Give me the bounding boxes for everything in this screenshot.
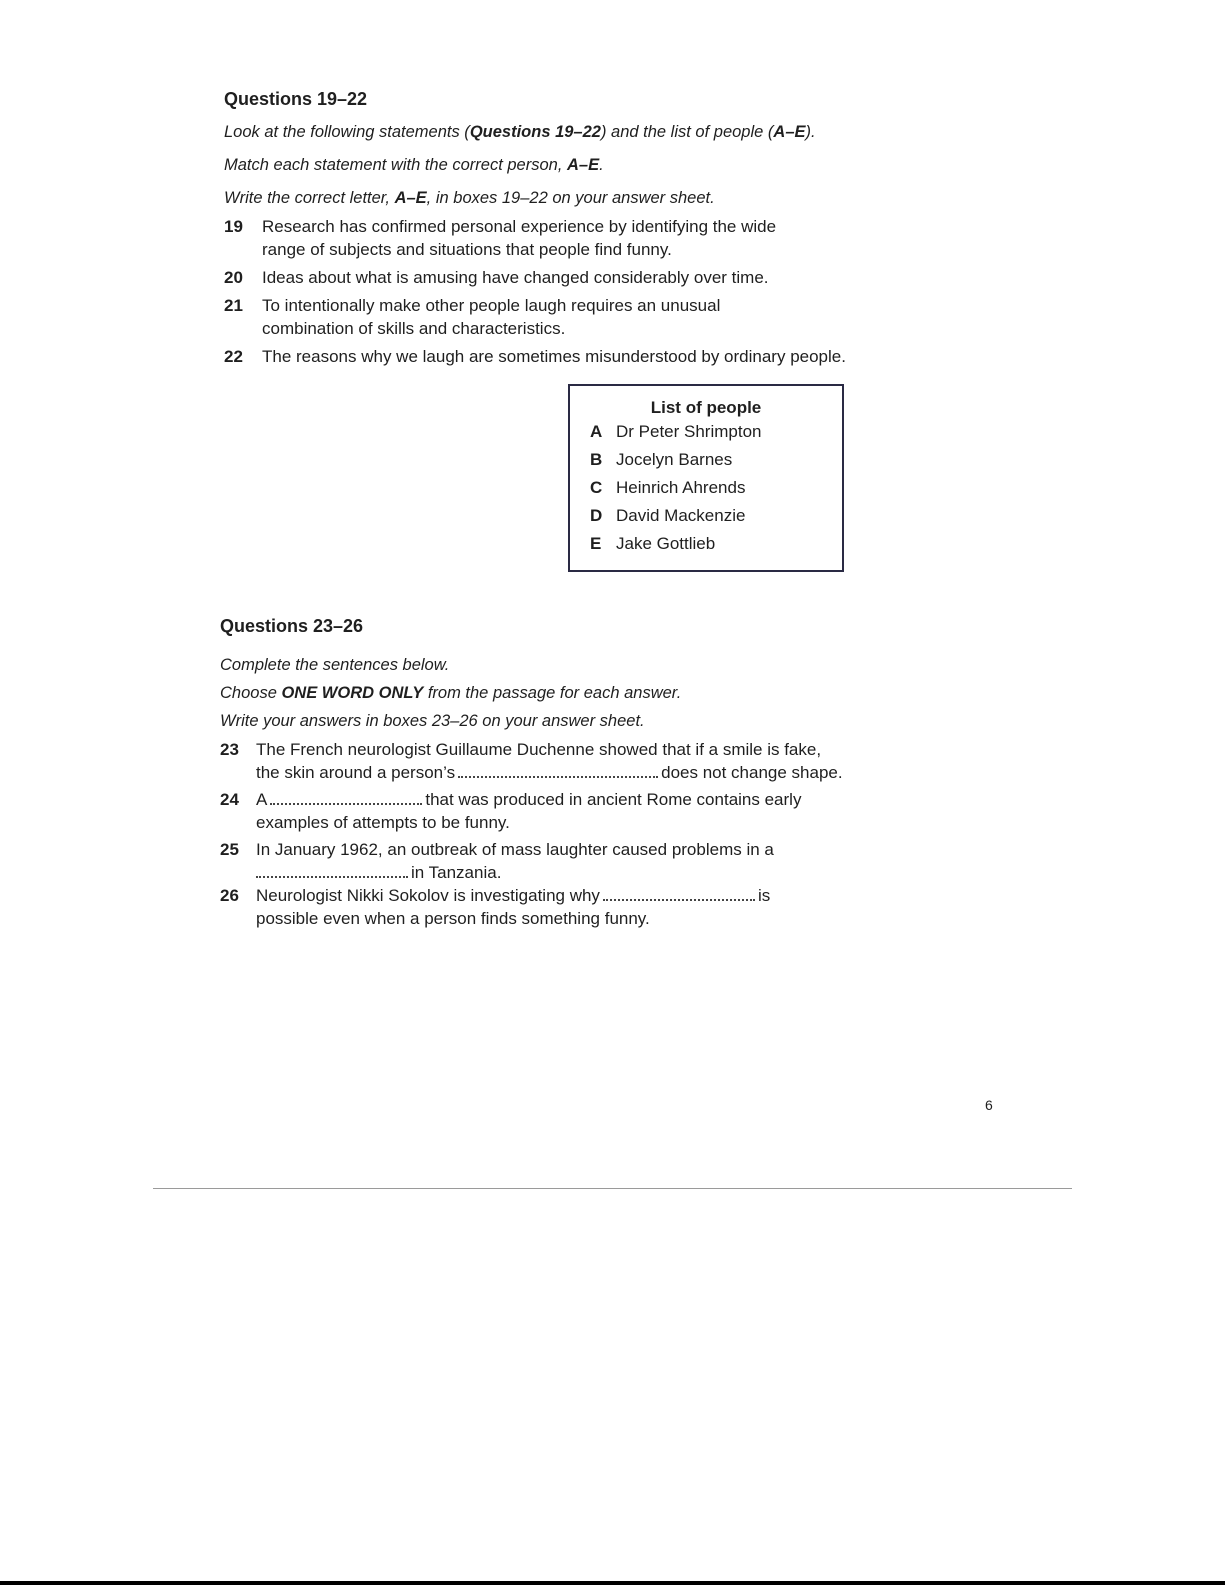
question-number: 20 (224, 268, 243, 287)
answer-blank-25[interactable] (256, 874, 408, 878)
person-letter: B (590, 450, 603, 469)
instruction-text: Match each statement with the correct person, (224, 156, 567, 174)
question-text: A (256, 790, 268, 809)
person-c (590, 478, 745, 498)
question-text: In January 1962, an outbreak of mass laughter caused problems in a (256, 840, 774, 859)
instruction-write-answers: Write your answers in boxes 23–26 on your answer sheet. (220, 712, 645, 730)
person-name: Jocelyn Barnes (616, 450, 733, 469)
question-text: possible even when a person finds something funny. (256, 909, 650, 928)
person-b (590, 450, 732, 470)
instruction-bold: A–E (773, 123, 806, 141)
question-text: To intentionally make other people laugh requires an unusual (262, 296, 721, 315)
instruction-choose-one-word (220, 684, 681, 703)
answer-blank-24[interactable] (270, 801, 422, 805)
answer-blank-26[interactable] (603, 897, 755, 901)
instruction-bold: Questions 19–22 (469, 123, 601, 141)
instruction-text: Choose (220, 684, 282, 702)
person-letter: E (590, 534, 602, 553)
person-name: Heinrich Ahrends (616, 478, 746, 497)
page-divider (153, 1188, 1072, 1189)
instruction-text: ) and the list of people ( (600, 123, 774, 141)
list-of-people-box (568, 384, 844, 572)
question-text: combination of skills and characteristics. (262, 319, 566, 338)
answer-blank-23[interactable] (458, 774, 658, 778)
instruction-text: ). (805, 123, 816, 141)
question-text: is (757, 886, 771, 905)
person-name: David Mackenzie (616, 506, 746, 525)
question-25 (220, 838, 940, 884)
question-text: the skin around a person’s (256, 763, 456, 782)
question-19 (224, 215, 924, 261)
question-number: 21 (224, 296, 243, 315)
person-name: Dr Peter Shrimpton (616, 422, 762, 441)
section-heading-23-26: Questions 23–26 (220, 616, 364, 636)
instruction-text: from the passage for each answer. (423, 684, 682, 702)
question-number: 25 (220, 840, 239, 859)
question-text: Ideas about what is amusing have changed considerably over time. (262, 268, 769, 287)
person-letter: D (590, 506, 603, 525)
question-number: 24 (220, 790, 239, 809)
instruction-bold: A–E (567, 156, 600, 174)
question-20 (224, 266, 924, 289)
question-number: 22 (224, 347, 243, 366)
question-text: range of subjects and situations that people find funny. (262, 240, 672, 259)
person-letter: C (590, 478, 603, 497)
instruction-bold: ONE WORD ONLY (281, 684, 424, 702)
person-a (590, 422, 762, 442)
instruction-bold: A–E (394, 189, 427, 207)
question-text: The French neurologist Guillaume Duchenne showed that if a smile is fake, (256, 740, 822, 759)
question-number: 26 (220, 886, 239, 905)
instruction-text: Write the correct letter, (224, 189, 395, 207)
person-letter: A (590, 422, 603, 441)
question-number: 23 (220, 740, 239, 759)
question-text: that was produced in ancient Rome contains early (425, 790, 802, 809)
instruction-match-statement (224, 156, 604, 175)
question-26 (220, 884, 940, 930)
question-number: 19 (224, 217, 243, 236)
question-23 (220, 738, 940, 784)
question-text: The reasons why we laugh are sometimes misunderstood by ordinary people. (262, 347, 846, 366)
question-text: Neurologist Nikki Sokolov is investigating why (256, 886, 600, 905)
person-name: Jake Gottlieb (616, 534, 716, 553)
question-text: examples of attempts to be funny. (256, 813, 510, 832)
question-21 (224, 294, 924, 340)
person-d (590, 506, 745, 526)
page-number: 6 (985, 1097, 993, 1113)
instruction-text: , in boxes 19–22 on your answer sheet. (426, 189, 715, 207)
bottom-edge-bar (0, 1581, 1225, 1585)
instruction-text: Look at the following statements ( (224, 123, 470, 141)
question-22 (224, 345, 944, 368)
question-text: does not change shape. (661, 763, 843, 782)
instruction-text: . (599, 156, 604, 174)
instruction-complete-sentences: Complete the sentences below. (220, 656, 450, 674)
instruction-write-letter (224, 189, 715, 208)
list-of-people-title: List of people (650, 398, 762, 417)
question-text: in Tanzania. (411, 863, 502, 882)
question-text: Research has confirmed personal experience by identifying the wide (262, 217, 777, 236)
person-e (590, 534, 715, 554)
question-24 (220, 788, 940, 834)
section-heading-19-22: Questions 19–22 (224, 89, 368, 109)
instruction-look-at-statements (224, 123, 816, 142)
